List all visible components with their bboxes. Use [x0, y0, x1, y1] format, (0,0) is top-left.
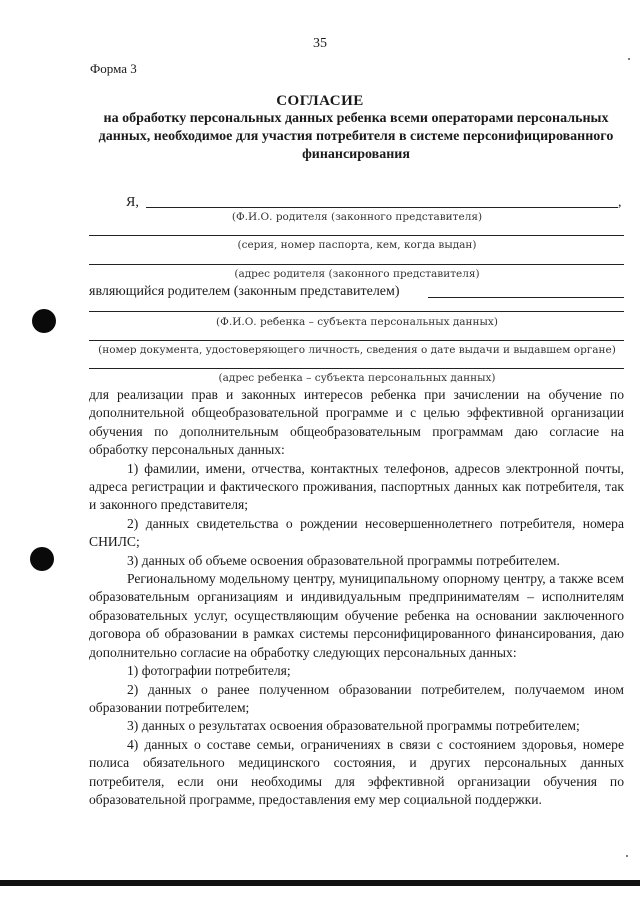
caption-child-name: (Ф.И.О. ребенка – субъекта персональных данных)	[216, 316, 498, 328]
parent-statement: являющийся родителем (законным представителем)	[89, 284, 400, 299]
list-item: 3) данных об объеме освоения образовательной программы потребителем.	[127, 552, 560, 568]
intro-paragraph: для реализации прав и законных интересов ребенка при зачислении на обучение по дополнительной общеобразовательной программе и с целью эффективной организации обучения по дополнительным общеобразовательным программам даю согласие на обработку персональных данных:	[89, 387, 624, 458]
document-subtitle: на обработку персональных данных ребенка всеми операторами персональных данных, необходимое для участия потребителя в системе персонифицированного финансирования	[98, 111, 614, 162]
list-item: 4) данных о составе семьи, ограничениях в связи с состоянием здоровья, номере полиса обязательного медицинского состояния, и других персональных данных потребителя, если они необходимы для эффективной организации обучения по образовательной программе, предоставления ему мер социальной поддержки.	[89, 736, 624, 807]
parent-statement-line[interactable]	[428, 297, 624, 298]
list-item: 1) фамилии, имени, отчества, контактных телефонов, адресов электронной почты, адреса регистрации и фактического проживания, паспортных данных как потребителя, так и законного представителя;	[89, 460, 624, 513]
caption-document: (номер документа, удостоверяющего личность, сведения о дате выдачи и выдавшем органе)	[98, 344, 616, 356]
form-label: Форма 3	[90, 61, 137, 76]
consent-body	[89, 386, 624, 809]
caption-parent-name: (Ф.И.О. родителя (законного представителя)	[231, 211, 483, 223]
comma-mark: ,	[618, 195, 622, 210]
caption-parent-address: (адрес родителя (законного представителя)	[234, 268, 480, 280]
passport-line[interactable]	[89, 235, 624, 236]
list-item: 1) фотографии потребителя;	[127, 663, 291, 679]
scan-bottom-edge	[0, 880, 640, 886]
page-number: 35	[313, 36, 327, 51]
parent-address-line[interactable]	[89, 264, 624, 265]
scan-speck	[626, 855, 628, 857]
document-line[interactable]	[89, 340, 624, 341]
ya-label: Я,	[126, 195, 139, 210]
list-item: 3) данных о результатах освоения образовательной программы потребителем;	[127, 718, 580, 734]
parent-name-line[interactable]	[146, 207, 618, 208]
punch-hole-bottom	[30, 547, 54, 571]
child-address-line[interactable]	[89, 368, 624, 369]
punch-hole-top	[32, 309, 56, 333]
scan-speck	[628, 58, 630, 60]
list-item: 2) данных о ранее полученном образовании потребителем, получаемом ином образовании потребителем;	[89, 681, 624, 715]
caption-passport: (серия, номер паспорта, кем, когда выдан)	[237, 239, 477, 251]
list-item: 2) данных свидетельства о рождении несовершеннолетнего потребителя, номера СНИЛС;	[89, 515, 624, 550]
additional-consent-paragraph: Региональному модельному центру, муниципальному опорному центру, а также всем образовательным организациям и индивидуальным предпринимателям – исполнителям образовательных услуг, осуществляющим обучение ребенка на основании заключенного договора об образовании в рамках системы персонифицированного финансирования, даю дополнительно согласие на обработку следующих персональных данных:	[89, 571, 624, 660]
child-name-line[interactable]	[89, 311, 624, 312]
document-title: СОГЛАСИЕ	[276, 93, 364, 109]
caption-child-address: (адрес ребенка – субъекта персональных данных)	[218, 372, 496, 384]
